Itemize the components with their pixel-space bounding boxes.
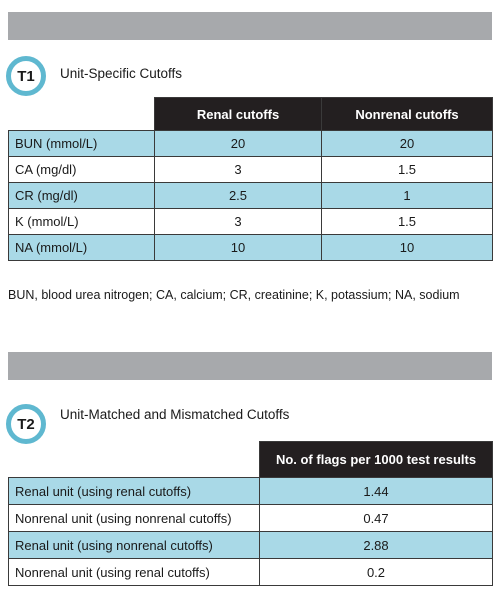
cutoffs-table-header-row [9, 98, 493, 131]
table-row [9, 235, 493, 261]
flag-value: 0.47 [260, 505, 493, 532]
row-label: CR (mg/dl) [9, 183, 155, 209]
t1-badge-label: T1 [17, 67, 35, 85]
row-label: Renal unit (using nonrenal cutoffs) [9, 532, 260, 559]
flag-value: 1.44 [260, 478, 493, 505]
table-row [9, 532, 493, 559]
renal-value: 2.5 [155, 183, 322, 209]
table-row [9, 183, 493, 209]
renal-value: 3 [155, 157, 322, 183]
t1-footnote: BUN, blood urea nitrogen; CA, calcium; CR, creatinine; K, potassium; NA, sodium [8, 288, 460, 302]
row-label: Nonrenal unit (using nonrenal cutoffs) [9, 505, 260, 532]
flags-table [8, 441, 493, 586]
row-label: Nonrenal unit (using renal cutoffs) [9, 559, 260, 586]
table-row [9, 157, 493, 183]
renal-value: 20 [155, 131, 322, 157]
t2-badge-label: T2 [17, 415, 35, 433]
table-row [9, 559, 493, 586]
nonrenal-value: 10 [322, 235, 493, 261]
header-nonrenal-cutoffs: Nonrenal cutoffs [322, 98, 493, 131]
nonrenal-value: 1.5 [322, 157, 493, 183]
header-blank-cell [9, 98, 155, 131]
t1-badge [6, 56, 46, 96]
row-label: Renal unit (using renal cutoffs) [9, 478, 260, 505]
renal-value: 10 [155, 235, 322, 261]
row-label: K (mmol/L) [9, 209, 155, 235]
t1-caption: Unit-Specific Cutoffs [60, 66, 183, 81]
section-1-banner [8, 12, 492, 40]
nonrenal-value: 1 [322, 183, 493, 209]
table-row [9, 131, 493, 157]
table-row [9, 478, 493, 505]
header-flags-per-1000: No. of flags per 1000 test results [260, 442, 493, 478]
table-row [9, 209, 493, 235]
row-label: BUN (mmol/L) [9, 131, 155, 157]
section-2-banner [8, 352, 492, 380]
table-row [9, 505, 493, 532]
row-label: NA (mmol/L) [9, 235, 155, 261]
cutoffs-table [8, 97, 493, 261]
nonrenal-value: 20 [322, 131, 493, 157]
flags-table-header-row [9, 442, 493, 478]
header-renal-cutoffs: Renal cutoffs [155, 98, 322, 131]
t2-badge [6, 404, 46, 444]
flag-value: 0.2 [260, 559, 493, 586]
renal-value: 3 [155, 209, 322, 235]
t2-caption: Unit-Matched and Mismatched Cutoffs [60, 407, 290, 422]
header-blank-cell [9, 442, 260, 478]
nonrenal-value: 1.5 [322, 209, 493, 235]
flag-value: 2.88 [260, 532, 493, 559]
row-label: CA (mg/dl) [9, 157, 155, 183]
